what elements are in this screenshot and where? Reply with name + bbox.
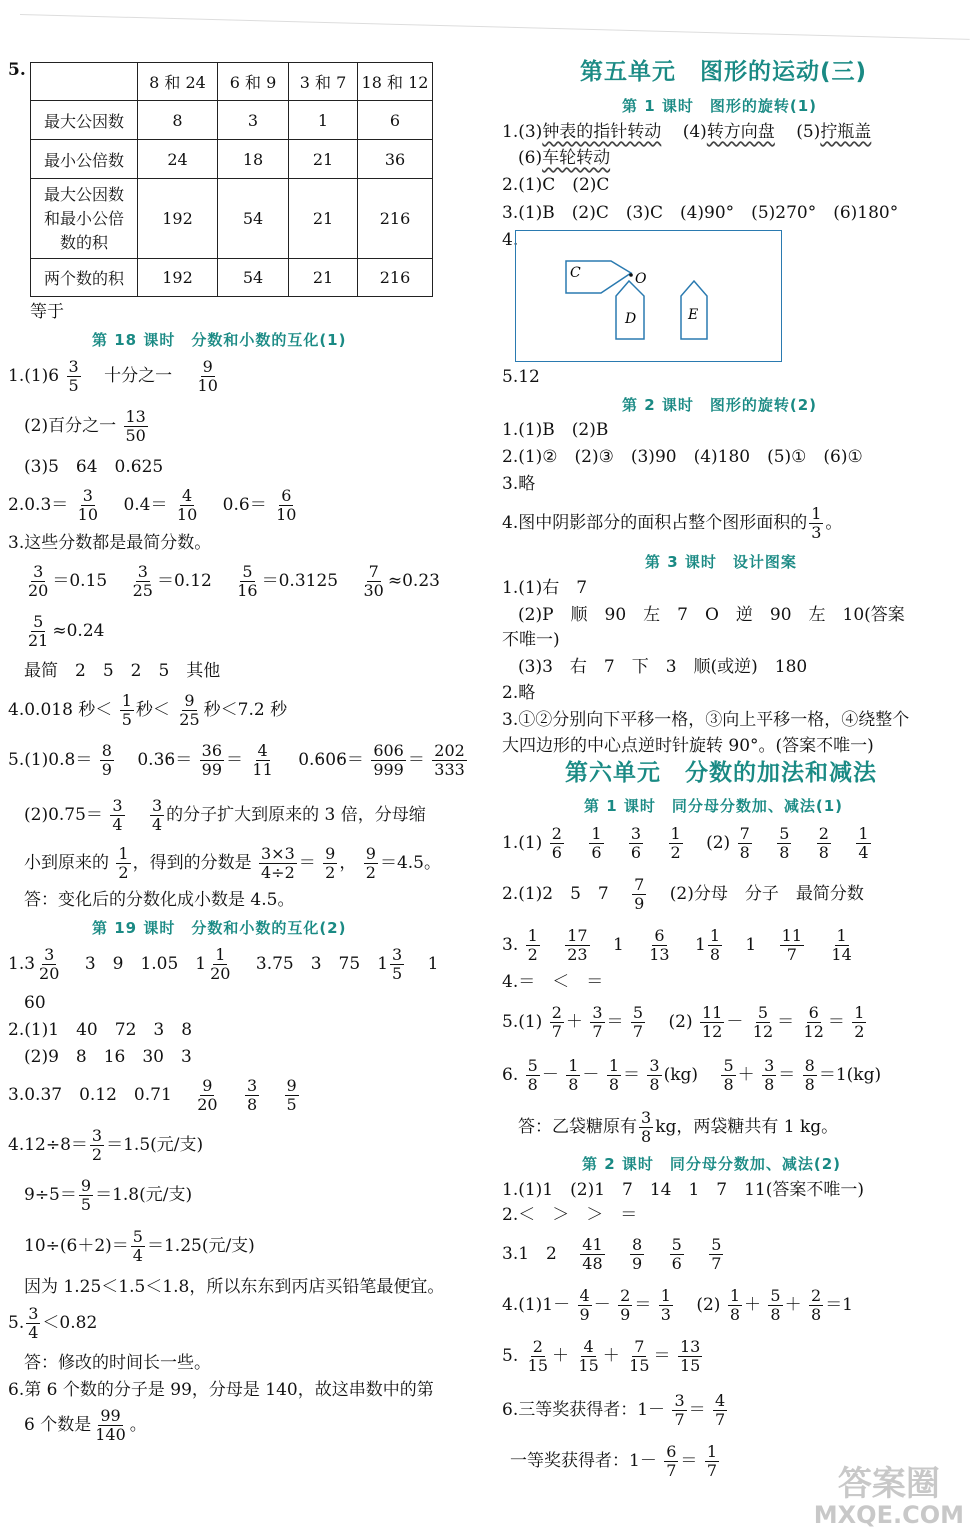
fraction: $\frac{606}{999}$ [373,741,404,779]
answer-line: 不唯一) [502,630,560,650]
answer-line: 9÷5＝ $\frac{9}{5}$ ＝1.8(元/支) [24,1176,193,1214]
fraction: $\frac{202}{333}$ [434,741,465,779]
fraction: $\frac{3}{8}$ [764,1056,775,1094]
row-label: 最大公因数 [31,101,138,140]
fraction: $\frac{1}{2}$ [670,824,681,862]
fraction: $\frac{5}{6}$ [671,1235,682,1273]
unit-title: 第五单元 图形的运动(三) [580,59,868,85]
answer-line: 4.12÷8＝ $\frac{3}{2}$ ＝1.5(元/支) [8,1126,204,1164]
table-header: 18 和 12 [358,63,433,101]
text: (2)百分之一 [24,416,117,436]
lesson-title: 第 1 课时 同分母分数加、减法(1) [584,797,844,815]
fraction: $\frac{4}{10}$ [176,486,198,524]
shape-d [616,281,644,339]
lesson-title: 第 19 课时 分数和小数的互化(2) [92,919,347,937]
cell: 6 [358,101,433,140]
label-e: E [688,307,699,323]
fraction: $\frac{5}{12}$ [752,1003,774,1041]
answer-line: 60 [24,993,46,1013]
answer-line: $\frac{3}{20}$ ＝0.15 $\frac{3}{25}$ ＝0.12 $\frac{5}{16}$ ＝0.3125 $\frac{7}{30}$ ≈0.23 [28,562,440,600]
table-header: 3 和 7 [289,63,358,101]
cell: 1 [289,101,358,140]
label-o: O [635,271,647,287]
cell: 216 [358,259,433,297]
text: 十分之一 [104,366,173,386]
fraction: $\frac{5}{4}$ [132,1227,143,1265]
gcd-lcm-table [30,62,433,297]
fraction: $\frac{6}{7}$ [666,1442,677,1480]
fraction: $\frac{9}{5}$ [286,1076,297,1114]
table-corner [31,63,138,101]
cell: 3 [218,101,289,140]
fraction: $\frac{6}{12}$ [803,1003,824,1041]
fraction: $\frac{2}{8}$ [818,824,829,862]
fraction: $\frac{2}{6}$ [551,824,562,862]
answer-line: 5.(1)0.· 8＝ $\frac{8}{9}$ 0.· 3· 6＝ $\frac{36}{99}$ ＝ $\frac{4}{11}$ 0.· 60· 6＝ $\frac{606}{999}$ ＝ $\frac{202}{333}$ [8,740,469,780]
answer-line: 6 个数是 $\frac{99}{140}$ 。 [24,1406,147,1444]
cell: 18 [218,140,289,179]
text: 1.(1)6 [8,366,60,386]
answer-line: 1.(3)钟表的指针转动 (4)转方向盘 (5)拧瓶盖 [502,122,872,142]
answer-line: (2)P 顺 90 左 7 O 逆 90 左 10(答案 [518,605,905,625]
fraction: $\frac{9}{2}$ [325,844,336,882]
fraction: $\frac{7}{8}$ [739,824,750,862]
fraction: $\frac{5}{21}$ [28,612,49,650]
unit-title: 第六单元 分数的加法和减法 [565,760,877,786]
fraction: $\frac{5}{8}$ [770,1286,781,1324]
answer-line: 2.略 [502,683,536,703]
text: 等于 [30,302,64,322]
cell: 36 [358,140,433,179]
fraction: $\frac{1}{2}$ [854,1003,865,1041]
fraction: $\frac{36}{99}$ [201,741,223,779]
lesson-title: 第 18 课时 分数和小数的互化(1) [92,331,347,349]
cell: 192 [138,179,218,259]
fraction: $\frac{3}{6}$ [630,824,642,862]
fraction: $\frac{13}{15}$ [679,1337,701,1375]
answer-line [8,356,222,396]
answer-line: 4.(1)1－ $\frac{4}{9}$ － $\frac{2}{9}$ ＝ $\frac{1}{3}$ (2) $\frac{1}{8}$ ＋ $\frac{5}{8}$ ＋ $\frac{2}{8}$ ＝1 [502,1286,854,1324]
answer-line: 1.(1)1 (2)1 7 14 1 7 11(答案不唯一) [502,1180,864,1200]
fraction: $\frac{11}{7}$ [781,926,803,964]
cell: 8 [138,101,218,140]
answer-line: 10÷(6＋2)＝ $\frac{5}{4}$ ＝1.25(元/支) [24,1227,255,1265]
fraction: $\frac{7}{15}$ [629,1337,650,1375]
q5-number: 5. [8,60,26,80]
fraction: $\frac{9}{2}$ [365,844,376,882]
label-d: D [625,311,637,327]
cell: 21 [289,259,358,297]
fraction: $\frac{4}{9}$ [579,1286,590,1324]
fraction: $\frac{1}{3}$ [660,1286,671,1324]
fraction: $\frac{4}{15}$ [578,1337,599,1375]
fraction: $\frac{3\times 3}{4\div 2}$ [261,844,295,882]
fraction: $\frac{5}{7}$ [632,1003,644,1041]
fraction: $\frac{1}{3}$ [811,504,822,542]
fraction: $\frac{4}{7}$ [715,1391,726,1429]
rotation-diagram [515,230,782,362]
answer-line: $\frac{5}{21}$ ≈0.24 [28,612,105,650]
cell: 21 [289,140,358,179]
answer-line: 5. $\frac{2}{15}$ ＋ $\frac{4}{15}$ ＋ $\frac{7}{15}$ ＝ $\frac{13}{15}$ [502,1337,701,1375]
fraction: $\frac{1}{8}$ [709,926,721,964]
answer-line: 3.1 2 $\frac{41}{48}$ $\frac{8}{9}$ $\frac{5}{6}$ $\frac{5}{7}$ [502,1235,722,1273]
fraction: $\frac{1}{7}$ [706,1442,718,1480]
fraction: $\frac{8}{8}$ [804,1056,815,1094]
lesson-title: 第 1 课时 图形的旋转(1) [622,97,818,115]
answer-line: 小到原来的 $\frac{1}{2}$ ，得到的分数是 $\frac{3\times 3}{4\div 2}$ ＝ $\frac{9}{2}$ ， $\frac{9}{2}$ ＝4.5。 [24,844,441,882]
fraction: $\frac{3}{7}$ [592,1003,603,1041]
cell: 54 [218,179,289,259]
fraction: $\frac{2}{7}$ [551,1003,562,1041]
fraction: $\frac{3}{4}$ [28,1304,39,1342]
table-header: 6 和 9 [218,63,289,101]
row-label: 最小公倍数 [31,140,138,179]
page-top-rule [20,14,970,40]
row-label: 两个数的积 [31,259,138,297]
fraction: $\frac{1}{2}$ [118,844,129,882]
fraction: $\frac{1}{4}$ [858,824,869,862]
answer-line [24,406,150,446]
answer-line: 答：乙袋糖原有 $\frac{3}{8}$ kg，两袋糖共有 1 kg。 [518,1108,839,1146]
answer-line: (6)车轮转动 [518,148,611,168]
answer-line: 4.图中阴影部分的面积占整个图形面积的 $\frac{1}{3}$ 。 [502,504,843,542]
answer-line: 4.0.018 秒＜ $\frac{1}{5}$ 秒＜ $\frac{9}{25}$ 秒＜7.2 秒 [8,691,288,729]
cell: 21 [289,179,358,259]
answer-line: 6.三等奖获得者：1－ $\frac{3}{7}$ ＝ $\frac{4}{7}$ [502,1391,726,1429]
fraction: $\frac{5}{8}$ [779,824,790,862]
answer-line: (3)3 右 7 下 3 顺(或逆) 180 [518,657,808,677]
answer-line: 3.(1)B (2)C (3)C (4)90° (5)270° (6)180° [502,203,899,223]
cell: 216 [358,179,433,259]
answer-line: 3.0.37 0.12 0.71 $\frac{9}{20}$ $\frac{3}{8}$ $\frac{9}{5}$ [8,1076,297,1114]
answer-line: 3. $\frac{1}{2}$ $\frac{17}{23}$ 1 $\frac{6}{13}$ 1 $\frac{1}{8}$ 1 $\frac{11}{7}$ $\frac{1}{14}$ [502,926,852,964]
fraction: $\frac{11}{12}$ [702,1003,723,1041]
fraction: $\frac{3}{25}$ [132,562,153,600]
fraction: $\frac{5}{8}$ [723,1056,734,1094]
answer-line: 4. [502,230,519,250]
answer-line: (2)0.75＝ $\frac{3}{4}$ $\frac{3}{4}$ 的分子扩大到原来的 3 倍，分母缩 [24,796,426,834]
fraction: $\frac{3}{4}$ [151,796,163,834]
fraction: $\frac{41}{48}$ [582,1235,603,1273]
answer-line: 1.(1)B (2)B [502,420,609,440]
fraction: $\frac{2}{8}$ [811,1286,822,1324]
lesson-title: 第 3 课时 设计图案 [645,553,797,571]
answer-line: 答：修改的时间长一些。 [24,1353,211,1373]
fraction: $\frac{3}{2}$ [91,1126,103,1164]
fraction: $\frac{3}{20}$ [39,945,60,983]
lesson-title: 第 2 课时 同分母分数加、减法(2) [582,1155,842,1173]
fraction: $\frac{5}{8}$ [527,1056,538,1094]
watermark-logo: 答案圈 MXQE.COM [813,1464,964,1529]
answer-line: 一等奖获得者：1－ $\frac{6}{7}$ ＝ $\frac{1}{7}$ [510,1442,718,1480]
rotation-figure [516,231,781,361]
fraction: $\frac{3}{8}$ [641,1108,652,1146]
cell: 24 [138,140,218,179]
fraction: $\frac{3}{20}$ [28,562,49,600]
fraction: $\frac{9}{5}$ [80,1176,92,1214]
answer-line: 答：变化后的分数化成小数是 4.5。 [24,890,295,910]
answer-line: 2.(1)C (2)C [502,175,610,195]
answer-line: 2.(1)1 40 72 3 8 [8,1020,193,1040]
label-c: C [570,265,581,281]
answer-line: 因为 1.25＜1.5＜1.8，所以东东到丙店买铅笔最便宜。 [24,1277,445,1297]
table-header: 8 和 24 [138,63,218,101]
row-label: 最大公因数和最小公倍数的积 [31,179,138,259]
fraction: $\frac{2}{9}$ [620,1286,631,1324]
fraction: $\frac{3}{7}$ [674,1391,685,1429]
answer-line: 最简 2 5 2 5 其他 [24,661,221,681]
answer-line: (3)5 64 0.625 [24,457,164,477]
fraction: $\frac{3}{10}$ [77,486,99,524]
fraction: $\frac{5}{7}$ [711,1235,722,1273]
answer-line: 4.＝ ＜ ＝ [502,972,604,992]
answer-line: 5. $\frac{3}{4}$ ＜0.82 [8,1304,98,1342]
fraction: $\frac{1}{8}$ [568,1056,579,1094]
answer-line: 6.第 6 个数的分子是 99，分母是 140，故这串数中的第 [8,1380,434,1400]
fraction: $\frac{9}{10}$ [197,357,218,395]
answer-line: (2)9 8 16 30 3 [24,1047,192,1067]
fraction: $\frac{2}{15}$ [527,1337,548,1375]
fraction: $\frac{6}{13}$ [649,926,670,964]
answer-line: 3.①②分别向下平移一格，③向上平移一格，④绕整个 [502,710,910,730]
fraction: $\frac{4}{11}$ [252,741,273,779]
fraction: $\frac{9}{20}$ [197,1076,218,1114]
fraction: $\frac{3}{8}$ [649,1056,660,1094]
point-o [629,273,633,277]
fraction: $\frac{13}{50}$ [125,407,146,445]
cell: 54 [218,259,289,297]
fraction: $\frac{3}{4}$ [112,796,123,834]
answer-line: 1.3 $\frac{3}{20}$ 3 9 1.05 1 $\frac{1}{20}$ 3.75 3 75 1 $\frac{3}{5}$ 1 [8,945,439,983]
fraction: $\frac{1}{20}$ [210,945,231,983]
fraction: $\frac{3}{5}$ [68,357,79,395]
answer-line: 2.(1)2 5 7 $\frac{7}{9}$ (2)分母 分子 最简分数 [502,875,864,913]
fraction: $\frac{99}{140}$ [95,1406,126,1444]
fraction: $\frac{1}{5}$ [121,691,132,729]
lesson-title: 第 2 课时 图形的旋转(2) [622,396,818,414]
answer-line: 6. $\frac{5}{8}$ － $\frac{1}{8}$ － $\frac{1}{8}$ ＝ $\frac{3}{8}$ (kg) $\frac{5}{8}$ ＋ $\frac{3}{8}$ ＝ $\frac{8}{8}$ ＝1(kg) [502,1056,882,1094]
cell: 192 [138,259,218,297]
answer-line: 5.(1) $\frac{2}{7}$ ＋ $\frac{3}{7}$ ＝ $\frac{5}{7}$ (2) $\frac{11}{12}$ － $\frac{5}{12}$ ＝ $\frac{6}{12}$ ＝ $\frac{1}{2}$ [502,1003,865,1041]
fraction: $\frac{8}{9}$ [101,741,112,779]
fraction: $\frac{3}{5}$ [392,945,403,983]
fraction: $\frac{3}{8}$ [246,1076,258,1114]
fraction: $\frac{1}{2}$ [527,926,538,964]
fraction: $\frac{8}{9}$ [632,1235,643,1273]
fraction: $\frac{6}{10}$ [276,486,297,524]
answer-line: 2.(1)② (2)③ (3)90 (4)180 (5)① (6)① [502,447,863,467]
fraction: $\frac{5}{16}$ [237,562,258,600]
answer-line: 1.(1)右 7 [502,578,588,598]
answer-line: 2.＜ ＞ ＞ ＝ [502,1205,638,1225]
answer-line: 1.(1) $\frac{2}{6}$ $\frac{1}{6}$ $\frac{3}{6}$ $\frac{1}{2}$ (2) $\frac{7}{8}$ $\frac{5}{8}$ $\frac{2}{8}$ $\frac{1}{4}$ [502,824,869,862]
answer-line: 大四边形的中心点逆时针旋转 90°。(答案不唯一) [502,736,874,756]
fraction: $\frac{9}{25}$ [179,691,200,729]
answer-line: 3.这些分数都是最简分数。 [8,533,212,553]
fraction: $\frac{1}{6}$ [591,824,602,862]
fraction: $\frac{1}{14}$ [831,926,852,964]
fraction: $\frac{1}{8}$ [729,1286,740,1324]
answer-line: 5.12 [502,367,540,387]
answer-line: 2.0.3＝ $\frac{3}{10}$ 0.4＝ $\frac{4}{10}$ 0.6＝ $\frac{6}{10}$ [8,486,297,524]
fraction: $\frac{7}{30}$ [363,562,384,600]
fraction: $\frac{7}{9}$ [634,875,645,913]
fraction: $\frac{1}{8}$ [608,1056,620,1094]
answer-line: 3.略 [502,474,536,494]
fraction: $\frac{17}{23}$ [567,926,588,964]
